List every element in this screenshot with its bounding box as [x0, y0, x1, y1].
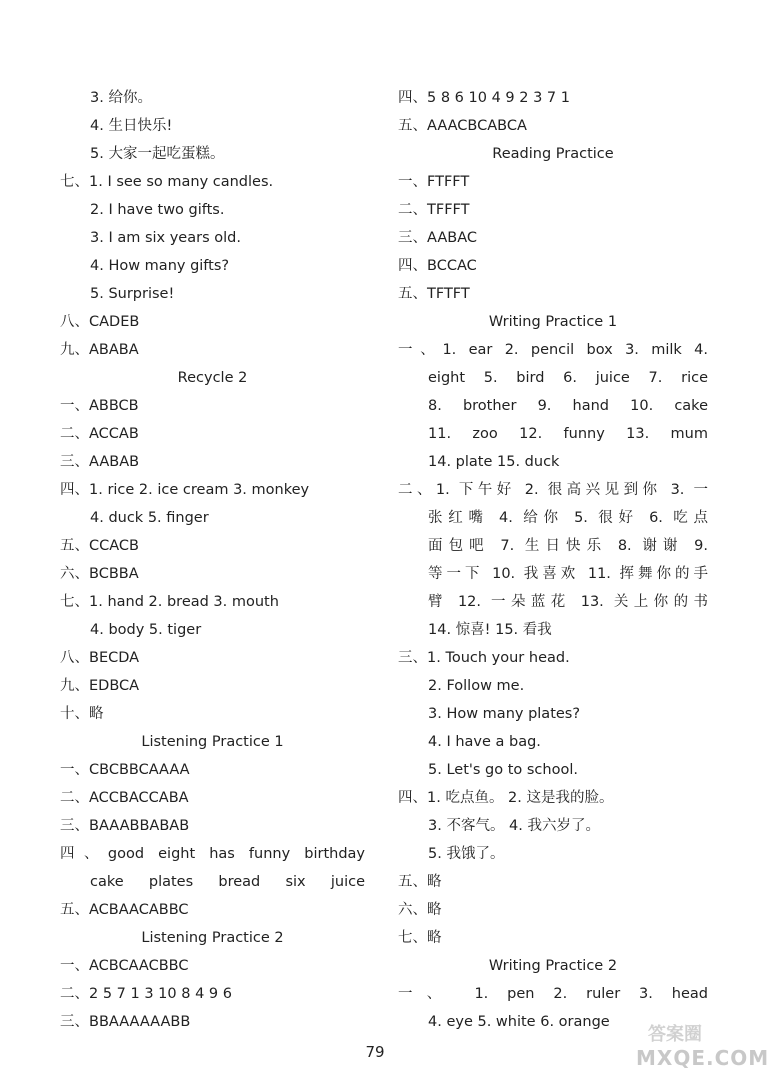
answer-line: 4. How many gifts?	[90, 258, 230, 274]
section-heading: Writing Practice 1	[488, 314, 618, 330]
watermark-logo	[628, 1018, 769, 1070]
answer-line: 三、AABAB	[60, 454, 140, 470]
answer-line: 三、1. Touch your head.	[398, 650, 570, 666]
answer-line: 5. Surprise!	[90, 286, 175, 302]
answer-line: 五、略	[398, 874, 442, 890]
left-column	[60, 84, 365, 1036]
answer-line: 面包吧 7. 生日快乐 8. 谢谢 9.	[428, 538, 708, 554]
answer-line: 一、CBCBBCAAAA	[60, 762, 190, 778]
answer-line: 二、TFFFT	[398, 202, 470, 218]
watermark-site: MXQE.COM	[636, 1046, 769, 1070]
section-heading: Reading Practice	[492, 146, 614, 162]
answer-line: 八、BECDA	[60, 650, 140, 666]
answer-line: 4. eye 5. white 6. orange	[428, 1014, 610, 1030]
answer-line: 五、ACBAACABBC	[60, 902, 189, 918]
answer-line: 六、略	[398, 902, 442, 918]
answer-line: 七、略	[398, 930, 442, 946]
answer-line: 14. 惊喜! 15. 看我	[428, 622, 552, 638]
section-heading: Recycle 2	[177, 370, 248, 386]
answer-line: 一、 1. pen 2. ruler 3. head	[398, 986, 708, 1002]
answer-line: 七、1. I see so many candles.	[60, 174, 274, 190]
answer-line: 3. 不客气。 4. 我六岁了。	[428, 818, 600, 834]
answer-line: 8. brother 9. hand 10. cake	[428, 398, 708, 414]
answer-line: 2. Follow me.	[428, 678, 525, 694]
answer-line: 5. 大家一起吃蛋糕。	[90, 146, 225, 162]
answer-line: 四、BCCAC	[398, 258, 477, 274]
answer-line: 五、AAACBCABCA	[398, 118, 527, 134]
answer-line: 三、BBAAAAAABB	[60, 1014, 191, 1030]
answer-line: 三、BAAABBABAB	[60, 818, 190, 834]
answer-line: 二、ACCBACCABA	[60, 790, 189, 806]
answer-line: 二、ACCAB	[60, 426, 139, 442]
section-heading: Listening Practice 2	[141, 930, 284, 946]
answer-line: 五、TFTFT	[398, 286, 470, 302]
answer-line: 臂 12. 一朵蓝花 13. 关上你的书	[428, 594, 708, 610]
answer-line: 等一下 10. 我喜欢 11. 挥舞你的手	[428, 566, 708, 582]
answer-line: 一、ABBCB	[60, 398, 139, 414]
answer-line: 五、CCACB	[60, 538, 139, 554]
answer-line: 3. 给你。	[90, 90, 152, 106]
section-heading: Writing Practice 2	[488, 958, 618, 974]
watermark-badge: 答案圈	[648, 1024, 702, 1045]
answer-line: 二、1. 下午好 2. 很高兴见到你 3. 一	[398, 482, 708, 498]
answer-line: 七、1. hand 2. bread 3. mouth	[60, 594, 279, 610]
answer-line: 十、略	[60, 706, 104, 722]
answer-line: 一、FTFFT	[398, 174, 470, 190]
answer-line: 5. Let's go to school.	[428, 762, 578, 778]
answer-line: 一、1. ear 2. pencil box 3. milk 4.	[398, 342, 708, 358]
answer-line: 六、BCBBA	[60, 566, 139, 582]
answer-line: 11. zoo 12. funny 13. mum	[428, 426, 708, 442]
answer-line: 4. I have a bag.	[428, 734, 541, 750]
answer-line: 九、ABABA	[60, 342, 139, 358]
section-heading: Listening Practice 1	[141, 734, 284, 750]
answer-line: 5. 我饿了。	[428, 846, 505, 862]
answer-line: 四、good eight has funny birthday	[60, 846, 365, 862]
answer-line: 八、CADEB	[60, 314, 140, 330]
answer-line: 4. duck 5. finger	[90, 510, 209, 526]
answer-line: 四、1. rice 2. ice cream 3. monkey	[60, 482, 310, 498]
answer-line: 3. How many plates?	[428, 706, 581, 722]
answer-line: 二、2 5 7 1 3 10 8 4 9 6	[60, 986, 232, 1002]
answer-line: eight 5. bird 6. juice 7. rice	[428, 370, 708, 386]
answer-line: 2. I have two gifts.	[90, 202, 225, 218]
right-column	[398, 84, 708, 1036]
answer-line: 14. plate 15. duck	[428, 454, 560, 470]
answer-line: 四、5 8 6 10 4 9 2 3 7 1	[398, 90, 570, 106]
answer-line: 3. I am six years old.	[90, 230, 241, 246]
answer-line: 4. 生日快乐!	[90, 118, 173, 134]
answer-line: cake plates bread six juice	[90, 874, 365, 890]
answer-line: 三、AABAC	[398, 230, 477, 246]
answer-line: 张红嘴 4. 给你 5. 很好 6. 吃点	[428, 510, 708, 526]
answer-line: 4. body 5. tiger	[90, 622, 202, 638]
answer-line: 九、EDBCA	[60, 678, 140, 694]
answer-line: 一、ACBCAACBBC	[60, 958, 189, 974]
page-number: 79	[365, 1043, 385, 1061]
answer-line: 四、1. 吃点鱼。 2. 这是我的脸。	[398, 790, 614, 806]
